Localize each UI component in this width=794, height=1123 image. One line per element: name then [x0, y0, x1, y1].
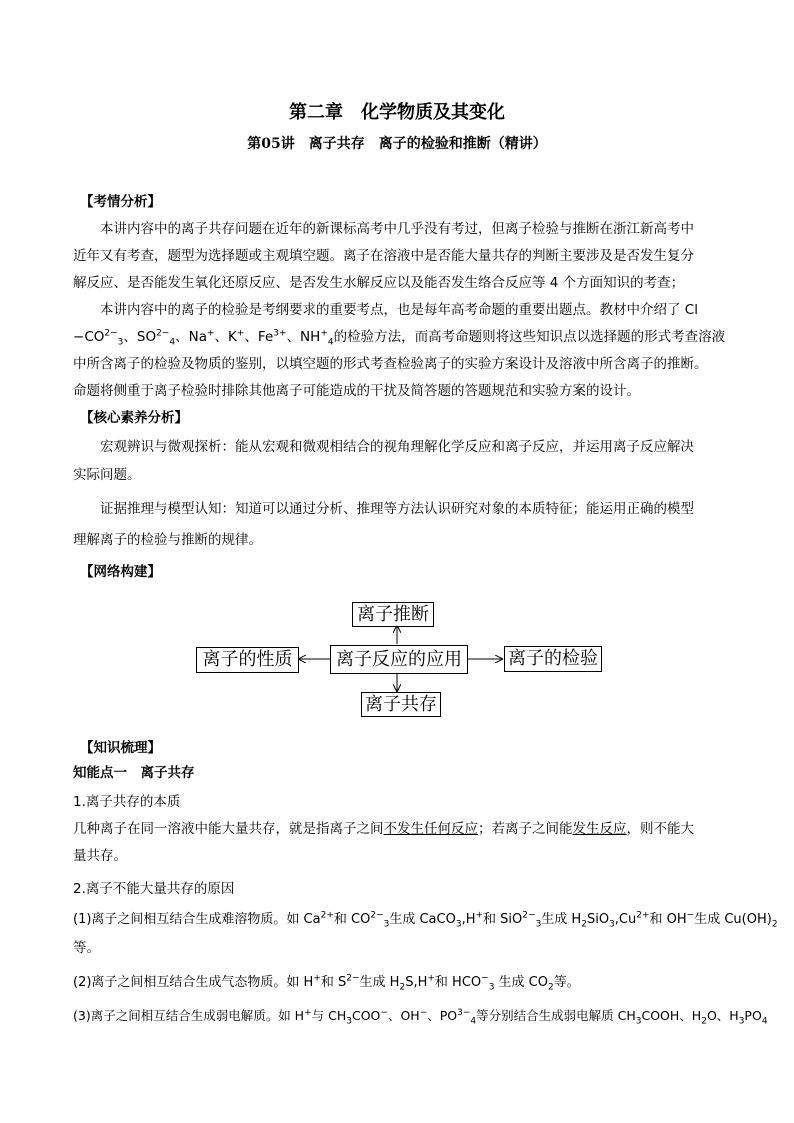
ion-text: −	[73, 329, 85, 345]
r2-part: 和 S	[320, 975, 347, 990]
section-heading-hexin: 【核心素养分析】	[80, 410, 188, 426]
ion-subscript: 3	[117, 337, 124, 348]
r3-part: PO	[744, 1008, 762, 1023]
r1-part: 2	[581, 919, 587, 930]
r3-part: COO	[351, 1008, 381, 1023]
hexin-line-2: 实际问题。	[73, 467, 141, 483]
ion-text: 、Fe	[244, 329, 274, 345]
r3-part: 4	[470, 1016, 477, 1027]
ion-charge: +	[320, 328, 328, 339]
r1-part: 2+	[636, 910, 650, 921]
diagram-node-top: 离子推断	[352, 602, 434, 627]
r1-part: SiO	[586, 912, 610, 927]
hexin-line-3: 证据推理与模型认知：知道可以通过分析、推理等方法认识研究对象的本质特征；能运用正确的模型	[100, 501, 694, 517]
ion-text: 、NH	[286, 329, 321, 345]
kaoqing-line-2: 近年又有考查，题型为选择题或主观填空题。离子在溶液中是否能大量共存的判断主要涉及是否发生复分	[73, 248, 694, 264]
s1-underline-2: 发生反应	[572, 821, 627, 837]
r1-part: 生成 H	[541, 912, 582, 927]
r2-part: +	[427, 973, 435, 984]
ion-subscript: 4	[327, 337, 334, 348]
section-heading-wangluo: 【网络构建】	[80, 564, 161, 580]
r1-part: 3	[383, 919, 390, 930]
r1-part: 3	[455, 919, 462, 930]
r2-part: 2	[399, 982, 406, 993]
ion-text: 、K	[214, 329, 237, 345]
r3-part: 3	[346, 1016, 352, 1027]
r1-part: (1)离子之间相互结合生成难溶物质。如 Ca	[73, 912, 321, 927]
ion-charge: 2−	[156, 328, 170, 339]
r3-part: 4	[761, 1016, 768, 1027]
r1-part: 生成 Cu(OH)	[694, 912, 772, 927]
reason-2	[73, 973, 580, 993]
reason-1	[73, 910, 778, 930]
r2-part: 2−	[346, 973, 360, 984]
kaoqing-line-5: 中所含离子的检验及物质的鉴别，以填空题的形式考查检验离子的实验方案设计及溶液中所含离子的推断。	[73, 356, 708, 372]
diagram-node-right: 离子的检验	[504, 646, 602, 672]
r3-part: +	[304, 1007, 312, 1018]
r2-part: 2	[548, 982, 554, 993]
section-heading-kaoqing: 【考情分析】	[80, 194, 161, 210]
r3-part: 与 CH	[311, 1008, 347, 1023]
ion-charge: +	[206, 328, 215, 339]
r1-part: 3	[609, 919, 615, 930]
ion-charge: +	[236, 328, 245, 339]
ion-text: 、Na	[175, 329, 207, 345]
r2-part: 等。	[553, 975, 580, 990]
s2-title: 2.离子不能大量共存的原因	[73, 881, 235, 897]
reason-3	[73, 1007, 768, 1027]
r3-part: 3−	[457, 1007, 471, 1018]
r2-part: 生成 H	[359, 975, 400, 990]
s1-title: 1.离子共存的本质	[73, 794, 181, 810]
s1-underline-1: 不发生任何反应	[383, 821, 478, 837]
r1-part: ,H	[461, 912, 476, 927]
r2-part: 3	[488, 982, 495, 993]
r1-part: 和 CO	[333, 912, 371, 927]
r1-part: 2−	[370, 910, 384, 921]
r3-part: 2	[701, 1016, 707, 1027]
lesson-subtitle: 第05讲 离子共存 离子的检验和推断（精讲）	[247, 136, 547, 152]
r1-part: 2+	[320, 910, 334, 921]
hexin-line-1: 宏观辨识与微观探析：能从宏观和微观相结合的视角理解化学反应和离子反应，并运用离子反应解决	[100, 439, 694, 455]
r1-part: 2−	[522, 910, 536, 921]
r3-part: O、H	[706, 1008, 739, 1023]
r3-part: 、PO	[427, 1008, 458, 1023]
s1-text-b: ；若离子之间能	[478, 821, 573, 837]
diagram-node-bottom: 离子共存	[361, 692, 441, 717]
ion-charge: 3+	[273, 328, 287, 339]
ion-text: CO	[84, 329, 105, 345]
r2-part: S,H	[405, 975, 428, 990]
r3-part: 等分别结合生成弱电解质 CH	[476, 1008, 636, 1023]
r3-part: (3)离子之间相互结合生成弱电解质。如 H	[73, 1008, 305, 1023]
r1-part: −	[686, 910, 695, 921]
r3-part: −	[419, 1007, 428, 1018]
r3-part: COOH、H	[641, 1008, 702, 1023]
ion-charge: 2−	[104, 328, 118, 339]
diagram-node-left: 离子的性质	[196, 647, 299, 673]
kaoqing-line-1: 本讲内容中的离子共存问题在近年的新课标高考中几乎没有考过，但离子检验与推断在浙江新高考中	[100, 221, 694, 237]
section-heading-zhishi: 【知识梳理】	[80, 740, 161, 756]
r3-part: 、OH	[387, 1008, 420, 1023]
kaoqing-line-4: 本讲内容中的离子的检验是考纲要求的重要考点，也是每年高考命题的重要出题点。教材中介绍了 Cl	[100, 302, 698, 318]
ion-text: 、SO	[123, 329, 157, 345]
ion-line-tail: 的检验方法，而高考命题则将这些知识点以选择题的形式考查溶液	[333, 329, 726, 345]
chapter-title: 第二章 化学物质及其变化	[289, 102, 505, 123]
r2-part: 生成 CO	[494, 975, 548, 990]
r1-part: 2	[771, 919, 778, 930]
hexin-line-4: 理解离子的检验与推断的规律。	[73, 532, 262, 548]
kaoqing-line-3: 解反应、是否能发生氧化还原反应、是否发生水解反应以及能否发生络合反应等 4 个方面知识的考查；	[73, 275, 685, 291]
s1-text-a: 几种离子在同一溶液中能大量共存，就是指离子之间	[73, 821, 384, 837]
r1-part: 和 OH	[649, 912, 687, 927]
reason-1-cont: 等。	[73, 940, 100, 956]
knowledge-point-1: 知能点一 离子共存	[73, 765, 195, 781]
s1-line-2: 量共存。	[73, 848, 127, 864]
r1-part: +	[475, 910, 484, 921]
s1-text-c: ，则不能大	[626, 821, 694, 837]
s1-line-1	[73, 823, 694, 837]
ion-subscript: 4	[169, 337, 176, 348]
r2-part: 和 HCO	[434, 975, 482, 990]
r2-part: +	[313, 973, 321, 984]
diagram-node-center: 离子反应的应用	[330, 645, 468, 674]
r3-part: 3	[635, 1016, 642, 1027]
r3-part: −	[380, 1007, 388, 1018]
kaoqing-line-6: 命题将侧重于离子检验时排除其他离子可能造成的干扰及简答题的答题规范和实验方案的设计。	[73, 383, 640, 399]
r3-part: 3	[738, 1016, 745, 1027]
r1-part: ,Cu	[614, 912, 637, 927]
r2-part: −	[481, 973, 489, 984]
r1-part: 3	[535, 919, 542, 930]
r1-part: 生成 CaCO	[389, 912, 456, 927]
r2-part: (2)离子之间相互结合生成气态物质。如 H	[73, 975, 314, 990]
r1-part: 和 SiO	[483, 912, 523, 927]
